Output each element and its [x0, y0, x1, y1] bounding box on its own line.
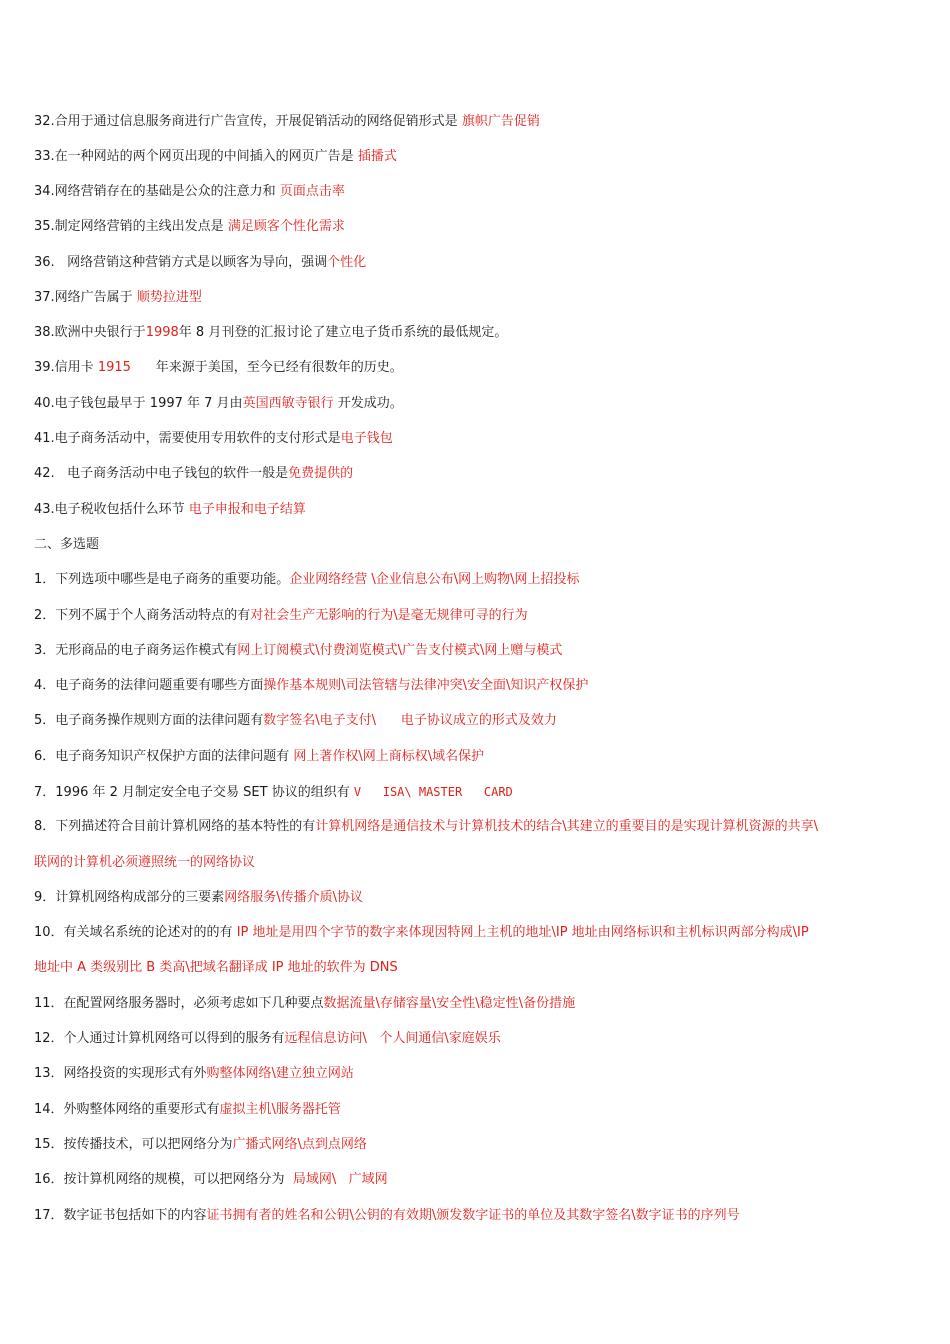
question-text: 12．个人通过计算机网络可以得到的服务有 — [34, 1031, 285, 1046]
question-text: 5．电子商务操作规则方面的法律问题有 — [34, 713, 264, 728]
question-text: 9．计算机网络构成部分的三要素 — [34, 890, 225, 905]
question-line-continued — [34, 959, 919, 977]
question-text: 6．电子商务知识产权保护方面的法律问题有 — [34, 749, 294, 764]
question-text: 10．有关域名系统的论述对的的有 — [34, 925, 237, 940]
question-line — [34, 607, 919, 625]
answer-text: 1915 — [97, 360, 131, 375]
question-text: 7．1996 年 2 月制定安全电子交易 SET 协议的组织有 — [34, 785, 354, 800]
question-line — [34, 783, 919, 801]
question-text: 8．下列描述符合目前计算机网络的基本特性的有 — [34, 819, 316, 834]
answer-text: 操作基本规则\司法管辖与法律冲突\安全面\知识产权保护 — [263, 678, 589, 693]
question-line-continued — [34, 854, 919, 872]
question-line — [34, 924, 919, 942]
question-line — [34, 218, 919, 236]
question-text: 33.在一种网站的两个网页出现的中间插入的网页广告是 — [34, 149, 358, 164]
section-heading-text: 二、多选题 — [34, 537, 100, 552]
question-text: 37.网络广告属于 — [34, 290, 137, 305]
answer-text: 页面点击率 — [279, 184, 345, 199]
question-line — [34, 465, 919, 483]
question-text: 34.网络营销存在的基础是公众的注意力和 — [34, 184, 280, 199]
question-line — [34, 571, 919, 589]
question-text: 35.制定网络营销的主线出发点是 — [34, 219, 228, 234]
question-line — [34, 395, 919, 413]
question-line — [34, 1171, 919, 1189]
answer-text: 免费提供的 — [288, 466, 354, 481]
question-text: 16．按计算机网络的规模，可以把网络分为 — [34, 1172, 293, 1187]
question-text: 43.电子税收包括什么环节 — [34, 502, 189, 517]
question-line — [34, 1136, 919, 1154]
answer-text: 地址中 A 类级别比 B 类高\把域名翻译成 IP 地址的软件为 DNS — [34, 960, 398, 975]
answer-text: 企业网络经营 \企业信息公布\网上购物\网上招投标 — [289, 572, 580, 587]
answer-text: 英国西敏寺银行 — [242, 396, 334, 411]
question-line — [34, 677, 919, 695]
answer-text: 广播式网络\点到点网络 — [232, 1137, 367, 1152]
question-text: 42. 电子商务活动中电子钱包的软件一般是 — [34, 466, 289, 481]
answer-text: 网上订阅模式\付费浏览模式\广告支付模式\网上赠与模式 — [237, 643, 563, 658]
question-line — [34, 1207, 919, 1225]
answer-text: 顺势拉进型 — [136, 290, 202, 305]
question-line — [34, 501, 919, 519]
question-text: 36. 网络营销这种营销方式是以顾客为导向，强调 — [34, 255, 328, 270]
answer-text: 虚拟主机\服务器托管 — [219, 1102, 341, 1117]
question-text: 41.电子商务活动中，需要使用专用软件的支付形式是 — [34, 431, 341, 446]
question-line — [34, 324, 919, 342]
answer-text: 局域网\ 广域网 — [292, 1172, 388, 1187]
answer-text: 个性化 — [327, 255, 367, 270]
question-tail: 年来源于美国，至今已经有很数年的历史。 — [130, 360, 403, 375]
answer-text: 插播式 — [357, 149, 397, 164]
answer-text: 联网的计算机必须遵照统一的网络协议 — [34, 855, 256, 870]
answer-text: 网络服务\传播介质\协议 — [224, 890, 364, 905]
answer-text: 网上著作权\网上商标权\域名保护 — [293, 749, 485, 764]
question-text: 1．下列选项中哪些是电子商务的重要功能。 — [34, 572, 290, 587]
question-text: 4．电子商务的法律问题重要有哪些方面 — [34, 678, 264, 693]
question-text: 39.信用卡 — [34, 360, 98, 375]
question-line — [34, 113, 919, 131]
question-text: 2．下列不属于个人商务活动特点的有 — [34, 608, 251, 623]
answer-text: 电子申报和电子结算 — [188, 502, 306, 517]
question-line — [34, 995, 919, 1013]
answer-text: 计算机网络是通信技术与计算机技术的结合\其建立的重要目的是实现计算机资源的共享\ — [315, 819, 819, 834]
answer-text: 旗帜广告促销 — [461, 114, 540, 129]
answer-text: 对社会生产无影响的行为\是毫无规律可寻的行为 — [250, 608, 528, 623]
question-line — [34, 712, 919, 730]
question-line — [34, 1065, 919, 1083]
question-text: 17．数字证书包括如下的内容 — [34, 1208, 207, 1223]
answer-text: V ISA\ MASTER CARD — [353, 785, 513, 799]
question-text: 15．按传播技术，可以把网络分为 — [34, 1137, 233, 1152]
question-text: 14．外购整体网络的重要形式有 — [34, 1102, 220, 1117]
question-tail: 年 8 月刊登的汇报讨论了建立电子货币系统的最低规定。 — [178, 325, 508, 340]
question-line — [34, 1101, 919, 1119]
answer-text: 证书拥有者的姓名和公钥\公钥的有效期\颁发数字证书的单位及其数字签名\数字证书的序列号 — [206, 1208, 740, 1223]
question-line — [34, 642, 919, 660]
question-line — [34, 430, 919, 448]
question-line — [34, 818, 919, 836]
section-heading — [34, 536, 919, 554]
question-line — [34, 889, 919, 907]
question-line — [34, 183, 919, 201]
answer-text: 远程信息访问\ 个人间通信\家庭娱乐 — [284, 1031, 501, 1046]
answer-text: 购整体网络\建立独立网站 — [206, 1066, 354, 1081]
answer-text: 满足顾客个性化需求 — [227, 219, 345, 234]
answer-text: IP 地址是用四个字节的数字来体现因特网上主机的地址\IP 地址由网络标识和主机标识两部分构成\IP — [236, 925, 809, 940]
question-line — [34, 748, 919, 766]
answer-text: 电子钱包 — [340, 431, 393, 446]
question-text: 40.电子钱包最早于 1997 年 7 月由 — [34, 396, 243, 411]
answer-text: 1998 — [145, 325, 179, 340]
question-text: 32.合用于通过信息服务商进行广告宣传，开展促销活动的网络促销形式是 — [34, 114, 462, 129]
question-text: 13．网络投资的实现形式有外 — [34, 1066, 207, 1081]
question-text: 3．无形商品的电子商务运作模式有 — [34, 643, 238, 658]
question-line — [34, 359, 919, 377]
question-line — [34, 148, 919, 166]
question-tail: 开发成功。 — [333, 396, 403, 411]
question-text: 38.欧洲中央银行于 — [34, 325, 146, 340]
answer-text: 数据流量\存储容量\安全性\稳定性\备份措施 — [323, 996, 576, 1011]
question-text: 11．在配置网络服务器时，必须考虑如下几种要点 — [34, 996, 324, 1011]
question-line — [34, 1030, 919, 1048]
question-line — [34, 289, 919, 307]
question-line — [34, 254, 919, 272]
answer-text: 数字签名\电子支付\ 电子协议成立的形式及效力 — [263, 713, 557, 728]
